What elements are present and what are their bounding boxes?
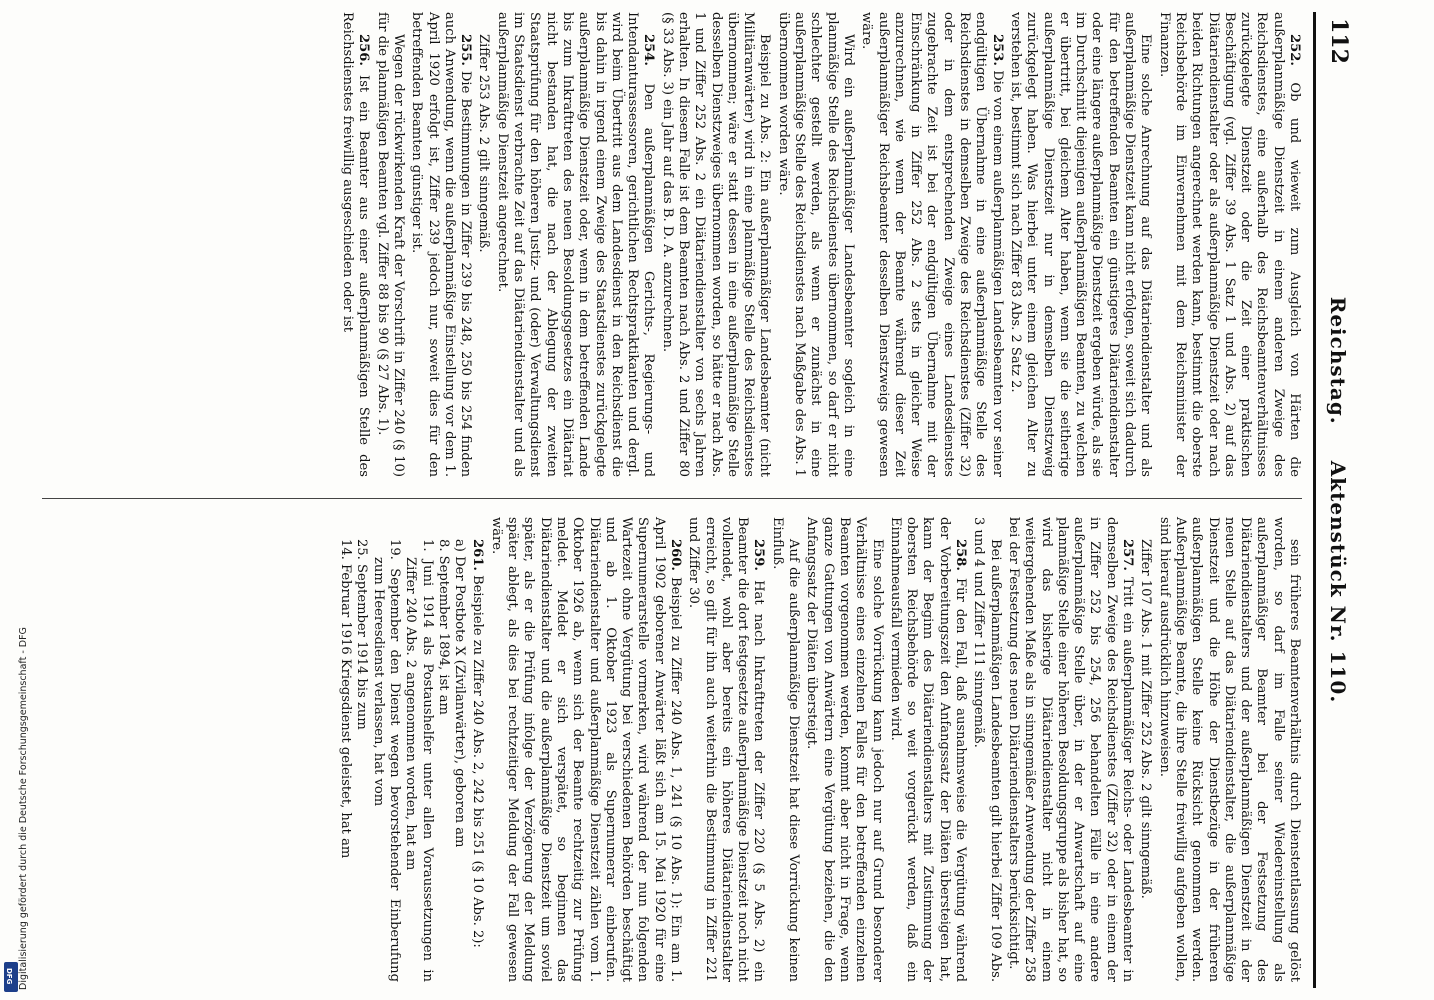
- paragraph-number: 252.: [1287, 34, 1302, 66]
- paragraph-text: 19. September den Dienst wegen bevorstehender Einberufung zum Heeresdienst verlassen, hat vom: [370, 539, 402, 982]
- paragraph-text: Wird ein außerplanmäßiger Landesbeamter sogleich in eine planmäßige Stelle des Reichsdienstes übernommen, so darf er nicht schlechter gestellt werden, als wenn er zunächst in eine außerplanmäßige Stelle des Reichsdienstes nach Maßgabe des Abs. 1 übernommen worden wäre.: [775, 12, 856, 478]
- paragraph-number: 255.: [458, 34, 474, 66]
- paragraph: [435, 517, 451, 982]
- paragraph-text: Ziffer 253 Abs. 2 gilt sinngemäß.: [476, 34, 492, 253]
- paragraph-number: 257.: [1120, 539, 1136, 571]
- paragraph: [402, 517, 435, 982]
- header-rule: [1313, 12, 1316, 988]
- header-title-part2: Aktenstück Nr. 110.: [1326, 460, 1350, 704]
- right-column: [337, 517, 1302, 982]
- paragraph-number: 253.: [989, 34, 1005, 66]
- page-header: [1316, 12, 1356, 988]
- paragraph: [887, 517, 968, 982]
- paragraph: [353, 517, 369, 982]
- left-column: [337, 12, 1302, 477]
- paragraph-text: 1. Juni 1914 als Postaushelfer unter allen Voraussetzungen in Ziffer 240 Abs. 2 angenommen worden, hat am: [403, 539, 435, 982]
- paragraph-text: Ist ein Beamter aus einer außerplanmäßigen Stelle des Reichsdienstes freiwillig ausgeschieden oder ist: [340, 12, 372, 477]
- paragraph: [475, 12, 491, 477]
- dfg-logo: [4, 962, 18, 992]
- paragraph: [685, 517, 766, 982]
- paragraph-text: Ziffer 107 Abs. 1 mit Ziffer 252 Abs. 2 gilt sinngemäß.: [1138, 539, 1154, 899]
- paragraph-text: Eine solche Anrechnung auf das Diätariendienstalter und als außerplanmäßige Dienstzeit kann nicht erfolgen, soweit sich dadurch für den betreffenden Beamten ein günstigeres Diätariendienstalter oder eine längere außerplanmäßige Dienstzeit ergeben würde, als sie im Durchschnitt diejenigen außerplanmäßigen Beamten, zu welchen er übertritt, bei gleichem Alter haben, wenn sie die seitherige außerplanmäßige Dienstzeit nur in demselben Dienstzweig zurückgelegt haben. Was hierbei unter einem gleichen Alter zu verstehen ist, bestimmt sich nach Ziffer 83 Abs. 2 Satz 2.: [1007, 12, 1154, 477]
- paragraph-text: sein früheres Beamtenverhältnis durch Dienstentlassung gelöst worden, so darf im Falle seiner Wiedereinstellung als außerplanmäßiger Beamter bei der Festsetzung des Diätariendienstalters und der außerplanmäßigen Dienstzeit in der neuen Stelle auf das Diätariendienstalter, die außerplanmäßige Dienstzeit und die Höhe der Dienstbezüge in der früheren außerplanmäßigen Stelle keine Rücksicht genommen werden. Außerplanmäßige Beamte, die ihre Stelle freiwillig aufgeben wollen, sind hierauf ausdrücklich hinzuweisen.: [1156, 517, 1302, 982]
- paragraph-text: a) Der Postbote X (Zivilanwärter), geboren am: [452, 539, 468, 848]
- paragraph-text: Für den Fall, daß ausnahmsweise die Vergütung während der Vorbereitungszeit den Anfangssatz der Diäten übersteigen hat, kann der Beginn des Diätariendienstalters mit Zustimmung der obersten Reichsbehörde so weit vorgerückt werden, daß ein Einnahmeausfall vermieden wird.: [887, 517, 969, 982]
- paragraph: [803, 517, 884, 982]
- paragraph: [451, 517, 467, 982]
- paragraph-text: Die Bestimmungen in Ziffer 239 bis 248, 250 bis 254 finden auch Anwendung, wenn die außerplanmäßige Einstellung vor dem 1. April 1920 erfolgt ist, Ziffer 239 jedoch nur, soweit dies für den betreffenden Beamten günstiger ist.: [409, 12, 474, 477]
- paragraph-text: Beispiele zu Ziffer 240 Abs. 2, 242 bis 251 (§ 10 Abs. 2):: [470, 575, 486, 948]
- paragraph: [1007, 12, 1154, 477]
- paragraph-number: 259.: [751, 539, 767, 571]
- paragraph: [858, 12, 1005, 477]
- paragraph-number: 256.: [356, 34, 372, 66]
- paragraph-number: 260.: [668, 539, 684, 571]
- paragraph: [369, 517, 402, 982]
- dfg-logo-text: DFG: [5, 968, 13, 985]
- paragraph-number: 261.: [470, 539, 486, 571]
- digitization-note: [2, 560, 29, 990]
- paragraph-text: Bei außerplanmäßigen Landesbeamten gilt hierbei Ziffer 109 Abs. 3 und 4 und Ziffer 111 sinngemäß.: [971, 517, 1003, 982]
- paragraph: [1155, 517, 1302, 982]
- column-divider: [42, 498, 1302, 499]
- rotated-document: [12, 12, 1356, 988]
- paragraph: [469, 517, 485, 982]
- paragraph-text: Beispiel zu Abs. 2: Ein außerplanmäßiger Landesbeamter (nicht Militäranwärter) wird in eine planmäßige Stelle des Reichsdienstes übernommen; wäre er statt dessen in eine außerplanmäßige Stelle desselben Dienstzweiges übernommen worden, so hätte er nach Abs. 1 und Ziffer 252 Abs. 2 ein Diätariendienstalter von sechs Jahren erhalten. In diesem Falle ist dem Beamten nach Abs. 2 und Ziffer 80 (§ 33 Abs. 3) ein Jahr auf das B. D. A. anzurechnen.: [659, 12, 773, 477]
- paragraph-text: 25. September 1914 bis zum: [354, 539, 370, 730]
- paragraph: [408, 12, 473, 477]
- paragraph-text: Tritt ein außerplanmäßiger Reichs- oder Landesbeamter in demselben Zweige des Reichsdienstes (Ziffer 32) oder in einem der in Ziffer 252 bis 254, 256 behandelten Fälle in eine andere außerplanmäßige Stelle über, in der er Anwartschaft auf eine planmäßige Stelle einer höheren Besoldungsgruppe als bisher hat, so wird das bisherige Diätariendienstalter nicht in einem weitergehenden Maße als in sinngemäßer Anwendung der Ziffer 258 bei der Festsetzung des neuen Diätariendienstalters berücksichtigt.: [1005, 517, 1136, 982]
- paragraph: [1155, 12, 1302, 477]
- paragraph-text: 14. Februar 1916 Kriegsdienst geleistet, hat am: [338, 539, 354, 859]
- paragraph: [775, 12, 856, 477]
- paragraph: [769, 517, 802, 982]
- paragraph-number: 258.: [953, 539, 969, 571]
- header-title-part1: Reichstag.: [1326, 296, 1350, 425]
- paragraph: [1005, 517, 1135, 982]
- paragraph-text: Wegen der rückwirkenden Kraft der Vorschrift in Ziffer 240 (§ 10) für die planmäßigen Beamten vgl. Ziffer 88 bis 90 (§ 27 Abs. 1).: [374, 12, 406, 477]
- paragraph: [487, 517, 683, 982]
- paragraph: [658, 12, 772, 477]
- paragraph-text: Ob und wieweit zum Ausgleich von Härten die außerplanmäßige Dienstzeit in einem anderen Zweige des Reichsdienstes, eine außerhalb des Reichsbeamtenverhältnisses zurückgelegte Dienstzeit oder die Zeit einer praktischen Beschäftigung (vgl. Ziffer 39 Abs. 1 Satz 1 und Abs. 2) auf das Diätariendienstalter oder als außerplanmäßige Dienstzeit oder nach beiden Richtungen angerechnet werden kann, bestimmt die oberste Reichsbehörde im Einvernehmen mit dem Reichsminister der Finanzen.: [1156, 12, 1302, 477]
- paragraph: [970, 517, 1003, 982]
- paragraph-text: Hat nach Inkrafttreten der Ziffer 220 (§ 5 Abs. 2) ein Beamter die dort festgesetzte außerplanmäßige Dienstzeit noch nicht vollendet, wohl aber bereits ein höheres Diätariendienstalter erreicht, so gilt für ihn auch weiterhin die Bestimmung in Ziffer 221 und Ziffer 30.: [686, 517, 767, 982]
- paragraph: [373, 12, 406, 477]
- paragraph-text: Eine solche Vorrückung kann jedoch nur auf Grund besonderer Verhältnisse eines einzelnen Falles für den betreffenden einzelnen Beamten vorgenommen werden, kommt aber nicht in Frage, wenn ganze Gattungen von Anwärtern eine Vergütung beziehen, die den Anfangssatz der Diäten übersteigt.: [804, 517, 885, 982]
- page-number: 112: [1326, 18, 1352, 64]
- paragraph-text: 8. September 1894, ist am: [435, 539, 451, 715]
- running-title: [1326, 12, 1350, 988]
- paragraph: [337, 517, 353, 982]
- paragraph: [493, 12, 656, 477]
- paragraph-text: Beispiel zu Ziffer 240 Abs. 1, 241 (§ 10 Abs. 1): Ein am 1. April 1902 geborener Anwärter läßt sich am 15. Mai 1920 für eine Supernumerarstelle vormerken, wird während der nun folgenden Wartezeit ohne Vergütung bei verschiedenen Behörden beschäftigt und ab 1. Oktober 1923 als Supernumerar einberufen. Diätariendienstalter und außerplanmäßige Dienstzeit zählen vom 1. Oktober 1926 ab, wenn sich der Beamte rechtzeitig zur Prüfung meldet. Meldet er sich verspätet, so beginnen das Diätariendienstalter und die außerplanmäßige Dienstzeit um soviel später, als er die Prüfung infolge der Verzögerung der Meldung später ablegt, als dies bei rechtzeitiger Meldung der Fall gewesen wäre.: [488, 517, 684, 982]
- paragraph-number: 254.: [641, 34, 657, 66]
- paragraph-text: Die von einem außerplanmäßigen Landesbeamten vor seiner endgültigen Übernahme in eine außerplanmäßige Stelle des Reichsdienstes in demselben Zweige des Reichsdienstes (Ziffer 32) oder in dem entsprechenden Zweige eines Landesdienstes zugebrachte Zeit ist bei der endgültigen Übernahme mit der Einschränkung in Ziffer 252 Abs. 2 stets in gleicher Weise anzurechnen, wie wenn der Beamte während dieser Zeit außerplanmäßiger Reichsbeamter desselben Dienstzweigs gewesen wäre.: [859, 12, 1005, 477]
- paragraph: [339, 12, 372, 477]
- paragraph-text: Den außerplanmäßigen Gerichts-, Regierungs- und Intendanturassessoren, gerichtlichen Rechtspraktikanten und dergl. wird beim Übertritt aus dem Landesdienst in den Reichsdienst die bis dahin in irgend einem Zweige des Staatsdienstes zurückgelegte außerplanmäßige Dienstzeit oder, wenn in dem betreffenden Lande bis zum Inkrafttreten des neuen Besoldungsgesetzes ein Diätariat nicht bestanden hat, die nach der Ablegung der zweiten Staatsprüfung für den höheren Justiz- und (oder) Verwaltungsdienst im Staatsdienst verbrachte Zeit auf das Diätariendienstalter und als außerplanmäßige Dienstzeit angerechnet.: [494, 12, 657, 477]
- digitization-note-text: Digitalisierung gefördert durch die Deutsche Forschungsgemeinschaft - DFG: [18, 627, 29, 990]
- paragraph-text: Auf die außerplanmäßige Dienstzeit hat diese Vorrückung keinen Einfluß.: [769, 517, 802, 982]
- paragraph: [1137, 517, 1153, 982]
